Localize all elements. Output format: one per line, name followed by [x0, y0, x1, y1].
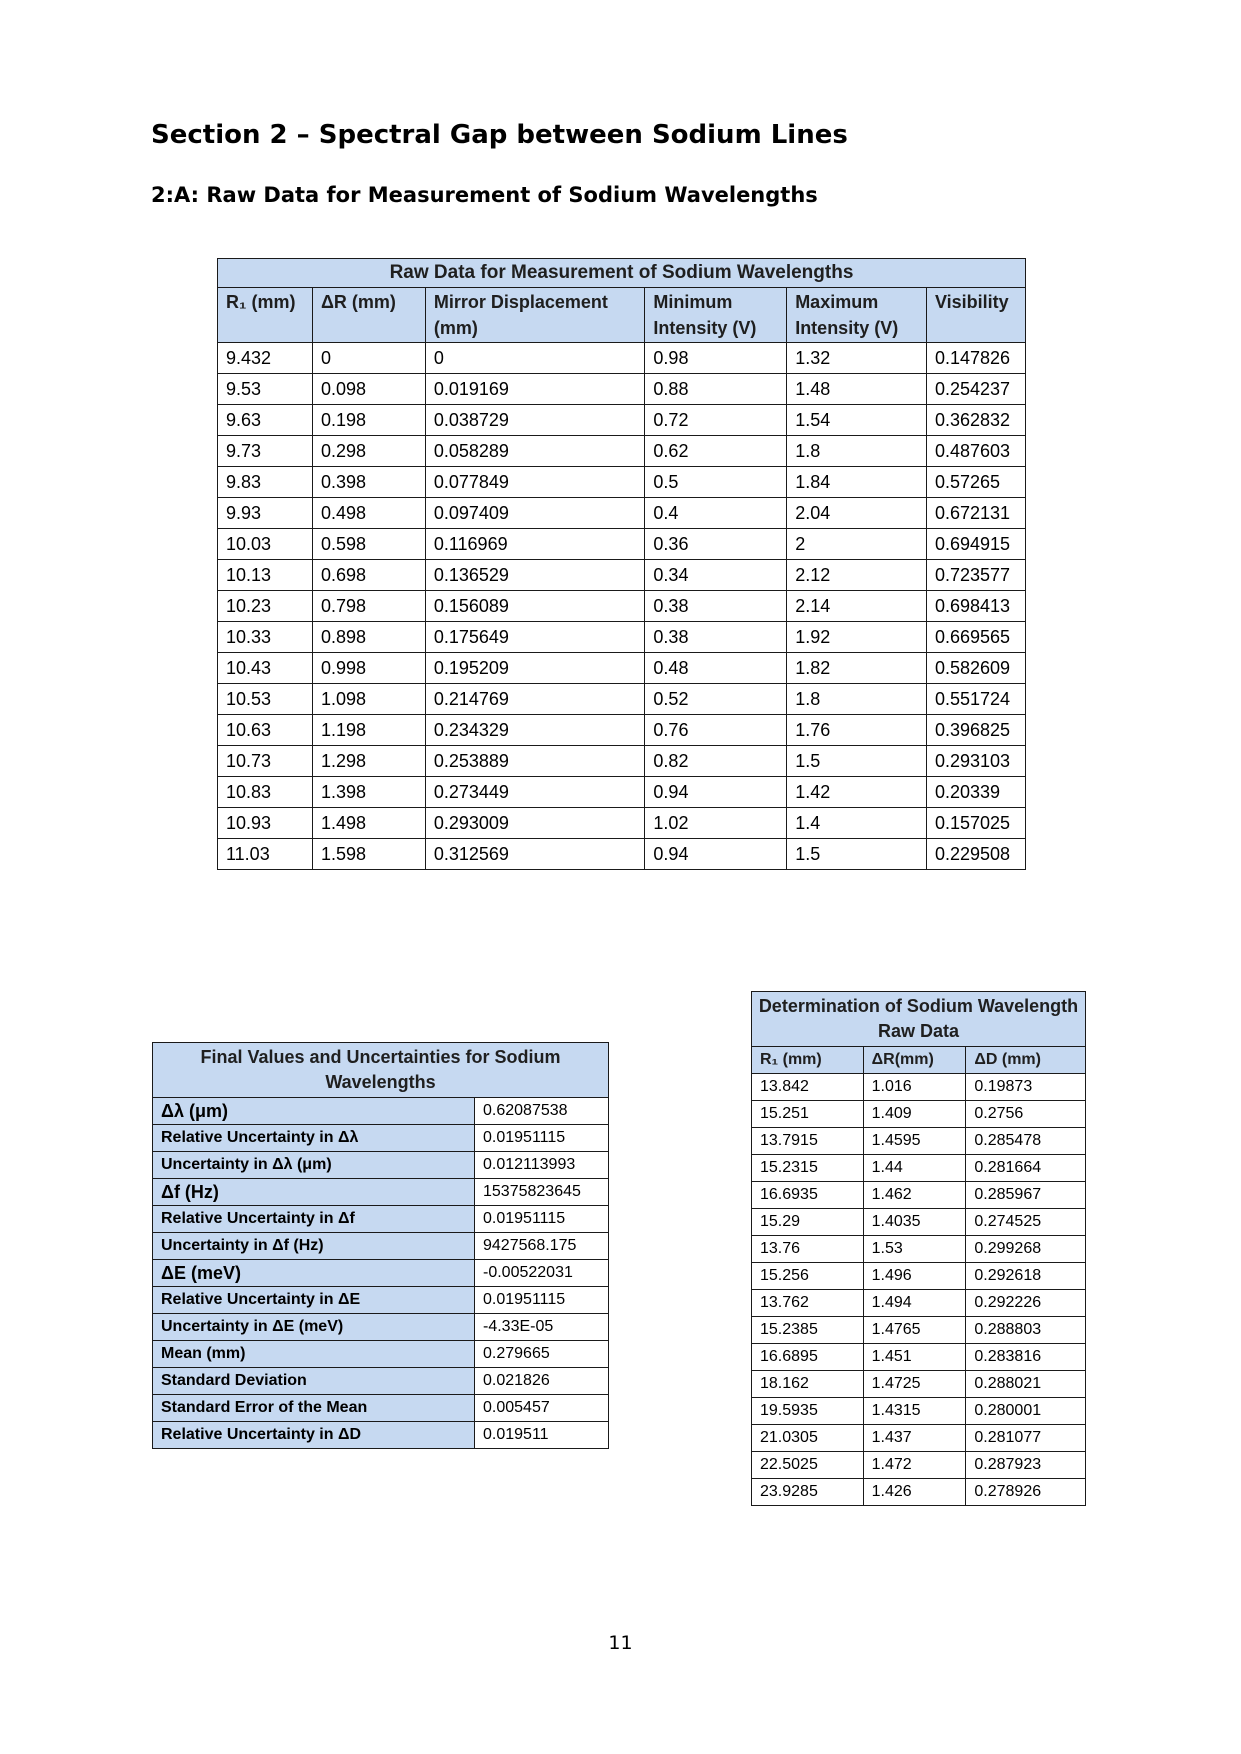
- table-cell: 2: [787, 529, 927, 560]
- table-row: [153, 1368, 609, 1395]
- table-cell: 0.669565: [926, 622, 1025, 653]
- table-cell: 1.437: [863, 1425, 966, 1452]
- table-cell: 0: [425, 343, 645, 374]
- table-row: [153, 1125, 609, 1152]
- table-cell: 0.293103: [926, 746, 1025, 777]
- table-cell: 0.274525: [966, 1209, 1086, 1236]
- table-cell: 0.672131: [926, 498, 1025, 529]
- table-cell: 0.292618: [966, 1263, 1086, 1290]
- table-cell: 1.02: [645, 808, 787, 839]
- table-cell: ΔE (meV): [153, 1260, 475, 1287]
- table-cell: -0.00522031: [475, 1260, 609, 1287]
- table-cell: Uncertainty in Δf (Hz): [153, 1233, 475, 1260]
- table-cell: 23.9285: [752, 1479, 864, 1506]
- table-cell: 0.229508: [926, 839, 1025, 870]
- table-row: [153, 1179, 609, 1206]
- table-cell: 0.4: [645, 498, 787, 529]
- table-cell: 1.48: [787, 374, 927, 405]
- table-cell: 0.288021: [966, 1371, 1086, 1398]
- table-cell: 0.2756: [966, 1101, 1086, 1128]
- table-cell: 10.23: [218, 591, 313, 622]
- table-cell: 0.551724: [926, 684, 1025, 715]
- table-cell: 0.019511: [475, 1422, 609, 1449]
- table-cell: 0.01951115: [475, 1125, 609, 1152]
- table-row: [153, 1395, 609, 1422]
- table-cell: 0.694915: [926, 529, 1025, 560]
- table-row: [218, 560, 1026, 591]
- subsection-title: 2:A: Raw Data for Measurement of Sodium Wavelengths: [151, 183, 818, 207]
- table-cell: 0.396825: [926, 715, 1025, 746]
- table-cell: 0.279665: [475, 1341, 609, 1368]
- table-cell: 1.4595: [863, 1128, 966, 1155]
- wavelength-table-body: [752, 1074, 1086, 1506]
- table-cell: 0.285967: [966, 1182, 1086, 1209]
- table-cell: 1.5: [787, 839, 927, 870]
- table-cell: 0.293009: [425, 808, 645, 839]
- table-cell: Relative Uncertainty in ΔE: [153, 1287, 475, 1314]
- table-cell: 0.147826: [926, 343, 1025, 374]
- table-cell: 0.698: [312, 560, 425, 591]
- table-cell: 10.73: [218, 746, 313, 777]
- table-cell: 10.43: [218, 653, 313, 684]
- table-cell: 1.44: [863, 1155, 966, 1182]
- table-cell: 0.198: [312, 405, 425, 436]
- table-cell: 2.04: [787, 498, 927, 529]
- table-cell: 0.498: [312, 498, 425, 529]
- table-cell: 0.281664: [966, 1155, 1086, 1182]
- table-cell: 0.281077: [966, 1425, 1086, 1452]
- table-cell: 13.76: [752, 1236, 864, 1263]
- table-cell: 10.33: [218, 622, 313, 653]
- table-cell: 0.20339: [926, 777, 1025, 808]
- table-cell: 0.292226: [966, 1290, 1086, 1317]
- table-cell: 15.29: [752, 1209, 864, 1236]
- table-cell: 0.195209: [425, 653, 645, 684]
- table-row: [153, 1287, 609, 1314]
- table-cell: 0.62: [645, 436, 787, 467]
- table-cell: 0.298: [312, 436, 425, 467]
- table-cell: 16.6895: [752, 1344, 864, 1371]
- table-cell: 0.058289: [425, 436, 645, 467]
- table-cell: 1.84: [787, 467, 927, 498]
- table-row: [153, 1233, 609, 1260]
- table-cell: 0.288803: [966, 1317, 1086, 1344]
- table-row: [218, 777, 1026, 808]
- table-cell: 0.254237: [926, 374, 1025, 405]
- column-header: ΔD (mm): [966, 1047, 1086, 1074]
- table-cell: 0.01951115: [475, 1206, 609, 1233]
- table-cell: 0.998: [312, 653, 425, 684]
- wavelength-table-caption: Determination of Sodium Wavelength Raw Data: [752, 992, 1086, 1047]
- page-number: 11: [608, 1632, 633, 1654]
- table-cell: 0.175649: [425, 622, 645, 653]
- table-row: [752, 1452, 1086, 1479]
- table-cell: 1.462: [863, 1182, 966, 1209]
- table-cell: 9.432: [218, 343, 313, 374]
- table-cell: 18.162: [752, 1371, 864, 1398]
- table-cell: 1.016: [863, 1074, 966, 1101]
- table-cell: 0.273449: [425, 777, 645, 808]
- table-cell: 0.299268: [966, 1236, 1086, 1263]
- table-cell: 0.487603: [926, 436, 1025, 467]
- table-cell: 1.498: [312, 808, 425, 839]
- table-cell: 1.398: [312, 777, 425, 808]
- table-cell: 1.409: [863, 1101, 966, 1128]
- table-row: [218, 746, 1026, 777]
- table-row: [752, 1290, 1086, 1317]
- column-header: ΔR(mm): [863, 1047, 966, 1074]
- table-row: [218, 467, 1026, 498]
- table-cell: Standard Error of the Mean: [153, 1395, 475, 1422]
- table-cell: 0.285478: [966, 1128, 1086, 1155]
- table-cell: 0.287923: [966, 1452, 1086, 1479]
- table-cell: 1.8: [787, 684, 927, 715]
- table-cell: 0.82: [645, 746, 787, 777]
- table-cell: Relative Uncertainty in Δλ: [153, 1125, 475, 1152]
- table-cell: 15375823645: [475, 1179, 609, 1206]
- table-cell: Relative Uncertainty in Δf: [153, 1206, 475, 1233]
- column-header: Minimum Intensity (V): [645, 288, 787, 343]
- table-row: [218, 684, 1026, 715]
- table-cell: 0.156089: [425, 591, 645, 622]
- table-cell: 15.2385: [752, 1317, 864, 1344]
- table-row: [218, 498, 1026, 529]
- table-row: [752, 1101, 1086, 1128]
- column-header: Visibility: [926, 288, 1025, 343]
- table-row: [752, 1155, 1086, 1182]
- table-row: [218, 405, 1026, 436]
- table-cell: 0.76: [645, 715, 787, 746]
- table-cell: Mean (mm): [153, 1341, 475, 1368]
- column-header: Maximum Intensity (V): [787, 288, 927, 343]
- table-cell: 0.234329: [425, 715, 645, 746]
- table-cell: 16.6935: [752, 1182, 864, 1209]
- table-row: [153, 1260, 609, 1287]
- table-cell: 0.38: [645, 622, 787, 653]
- wavelength-raw-table: [751, 991, 1086, 1506]
- table-cell: 0.62087538: [475, 1098, 609, 1125]
- table-cell: 2.14: [787, 591, 927, 622]
- table-cell: 1.4765: [863, 1317, 966, 1344]
- table-row: [752, 1263, 1086, 1290]
- table-cell: Uncertainty in Δλ (μm): [153, 1152, 475, 1179]
- table-cell: 1.598: [312, 839, 425, 870]
- table-cell: 2.12: [787, 560, 927, 591]
- final-values-table: [152, 1042, 609, 1449]
- table-cell: Standard Deviation: [153, 1368, 475, 1395]
- table-row: [218, 808, 1026, 839]
- table-cell: 1.8: [787, 436, 927, 467]
- raw-data-table: [217, 258, 1026, 870]
- table-cell: 0.278926: [966, 1479, 1086, 1506]
- table-cell: 0.94: [645, 777, 787, 808]
- table-cell: 1.76: [787, 715, 927, 746]
- table-cell: 1.4: [787, 808, 927, 839]
- table-cell: 21.0305: [752, 1425, 864, 1452]
- table-cell: 9427568.175: [475, 1233, 609, 1260]
- table-row: [752, 1182, 1086, 1209]
- table-cell: 0.116969: [425, 529, 645, 560]
- table-row: [752, 1479, 1086, 1506]
- table-cell: 0.36: [645, 529, 787, 560]
- table-row: [752, 1317, 1086, 1344]
- section-title: Section 2 – Spectral Gap between Sodium Lines: [151, 120, 848, 150]
- raw-table-caption: Raw Data for Measurement of Sodium Wavelengths: [218, 259, 1026, 288]
- table-cell: 0.94: [645, 839, 787, 870]
- table-cell: 15.256: [752, 1263, 864, 1290]
- table-cell: 10.13: [218, 560, 313, 591]
- table-cell: 1.426: [863, 1479, 966, 1506]
- table-cell: 1.4315: [863, 1398, 966, 1425]
- table-cell: 10.63: [218, 715, 313, 746]
- table-row: [752, 1371, 1086, 1398]
- table-cell: 1.53: [863, 1236, 966, 1263]
- table-row: [218, 591, 1026, 622]
- table-cell: 9.93: [218, 498, 313, 529]
- table-row: [752, 1425, 1086, 1452]
- table-cell: 1.198: [312, 715, 425, 746]
- table-cell: 1.4035: [863, 1209, 966, 1236]
- table-row: [218, 653, 1026, 684]
- final-table-caption: Final Values and Uncertainties for Sodium Wavelengths: [153, 1043, 609, 1098]
- table-cell: 0: [312, 343, 425, 374]
- table-cell: 13.762: [752, 1290, 864, 1317]
- table-cell: 0.34: [645, 560, 787, 591]
- table-row: [153, 1422, 609, 1449]
- table-cell: 15.251: [752, 1101, 864, 1128]
- final-table-body: [153, 1098, 609, 1449]
- table-row: [752, 1398, 1086, 1425]
- table-row: [752, 1128, 1086, 1155]
- table-row: [218, 436, 1026, 467]
- table-cell: 1.298: [312, 746, 425, 777]
- table-cell: 11.03: [218, 839, 313, 870]
- table-cell: 15.2315: [752, 1155, 864, 1182]
- table-cell: 0.52: [645, 684, 787, 715]
- table-cell: 0.097409: [425, 498, 645, 529]
- table-cell: 19.5935: [752, 1398, 864, 1425]
- table-row: [153, 1152, 609, 1179]
- table-cell: Δf (Hz): [153, 1179, 475, 1206]
- table-cell: -4.33E-05: [475, 1314, 609, 1341]
- table-cell: 0.362832: [926, 405, 1025, 436]
- table-cell: Uncertainty in ΔE (meV): [153, 1314, 475, 1341]
- table-row: [218, 839, 1026, 870]
- table-cell: 0.021826: [475, 1368, 609, 1395]
- table-row: [218, 715, 1026, 746]
- table-cell: 22.5025: [752, 1452, 864, 1479]
- table-cell: 13.842: [752, 1074, 864, 1101]
- table-cell: 0.157025: [926, 808, 1025, 839]
- table-cell: 0.5: [645, 467, 787, 498]
- table-row: [752, 1344, 1086, 1371]
- table-cell: 9.73: [218, 436, 313, 467]
- table-cell: 13.7915: [752, 1128, 864, 1155]
- raw-table-body: [218, 343, 1026, 870]
- table-row: [218, 343, 1026, 374]
- table-cell: 1.494: [863, 1290, 966, 1317]
- table-cell: 0.72: [645, 405, 787, 436]
- table-cell: 0.698413: [926, 591, 1025, 622]
- table-cell: 10.03: [218, 529, 313, 560]
- table-cell: 0.88: [645, 374, 787, 405]
- table-row: [218, 374, 1026, 405]
- table-row: [752, 1209, 1086, 1236]
- table-row: [153, 1206, 609, 1233]
- table-cell: 1.82: [787, 653, 927, 684]
- table-row: [218, 622, 1026, 653]
- table-cell: 0.312569: [425, 839, 645, 870]
- table-cell: 0.038729: [425, 405, 645, 436]
- table-cell: Δλ (μm): [153, 1098, 475, 1125]
- table-cell: 1.92: [787, 622, 927, 653]
- table-cell: 1.496: [863, 1263, 966, 1290]
- column-header: Mirror Displacement (mm): [425, 288, 645, 343]
- table-cell: 10.53: [218, 684, 313, 715]
- table-cell: 0.019169: [425, 374, 645, 405]
- table-cell: 0.01951115: [475, 1287, 609, 1314]
- table-row: [218, 529, 1026, 560]
- table-cell: 0.582609: [926, 653, 1025, 684]
- table-cell: 0.898: [312, 622, 425, 653]
- table-cell: 0.005457: [475, 1395, 609, 1422]
- table-cell: 0.280001: [966, 1398, 1086, 1425]
- table-cell: 0.723577: [926, 560, 1025, 591]
- table-cell: 1.4725: [863, 1371, 966, 1398]
- table-cell: 0.214769: [425, 684, 645, 715]
- table-cell: 9.63: [218, 405, 313, 436]
- table-row: [153, 1314, 609, 1341]
- table-cell: 0.98: [645, 343, 787, 374]
- column-header: R₁ (mm): [218, 288, 313, 343]
- table-cell: 1.42: [787, 777, 927, 808]
- table-cell: 0.012113993: [475, 1152, 609, 1179]
- table-cell: 1.472: [863, 1452, 966, 1479]
- table-cell: 0.48: [645, 653, 787, 684]
- table-cell: 1.5: [787, 746, 927, 777]
- table-cell: 1.451: [863, 1344, 966, 1371]
- table-row: [752, 1074, 1086, 1101]
- table-cell: 0.098: [312, 374, 425, 405]
- table-cell: 0.077849: [425, 467, 645, 498]
- table-row: [153, 1341, 609, 1368]
- table-cell: 0.253889: [425, 746, 645, 777]
- table-cell: 0.283816: [966, 1344, 1086, 1371]
- table-cell: 10.83: [218, 777, 313, 808]
- table-cell: 1.32: [787, 343, 927, 374]
- table-row: [153, 1098, 609, 1125]
- table-row: [752, 1236, 1086, 1263]
- table-cell: 1.098: [312, 684, 425, 715]
- table-cell: 0.57265: [926, 467, 1025, 498]
- table-cell: 0.598: [312, 529, 425, 560]
- table-cell: 0.798: [312, 591, 425, 622]
- table-cell: 9.53: [218, 374, 313, 405]
- column-header: ΔR (mm): [312, 288, 425, 343]
- table-cell: 0.38: [645, 591, 787, 622]
- column-header: R₁ (mm): [752, 1047, 864, 1074]
- table-cell: 1.54: [787, 405, 927, 436]
- table-cell: Relative Uncertainty in ΔD: [153, 1422, 475, 1449]
- table-cell: 0.19873: [966, 1074, 1086, 1101]
- table-cell: 10.93: [218, 808, 313, 839]
- table-cell: 0.136529: [425, 560, 645, 591]
- table-cell: 0.398: [312, 467, 425, 498]
- table-cell: 9.83: [218, 467, 313, 498]
